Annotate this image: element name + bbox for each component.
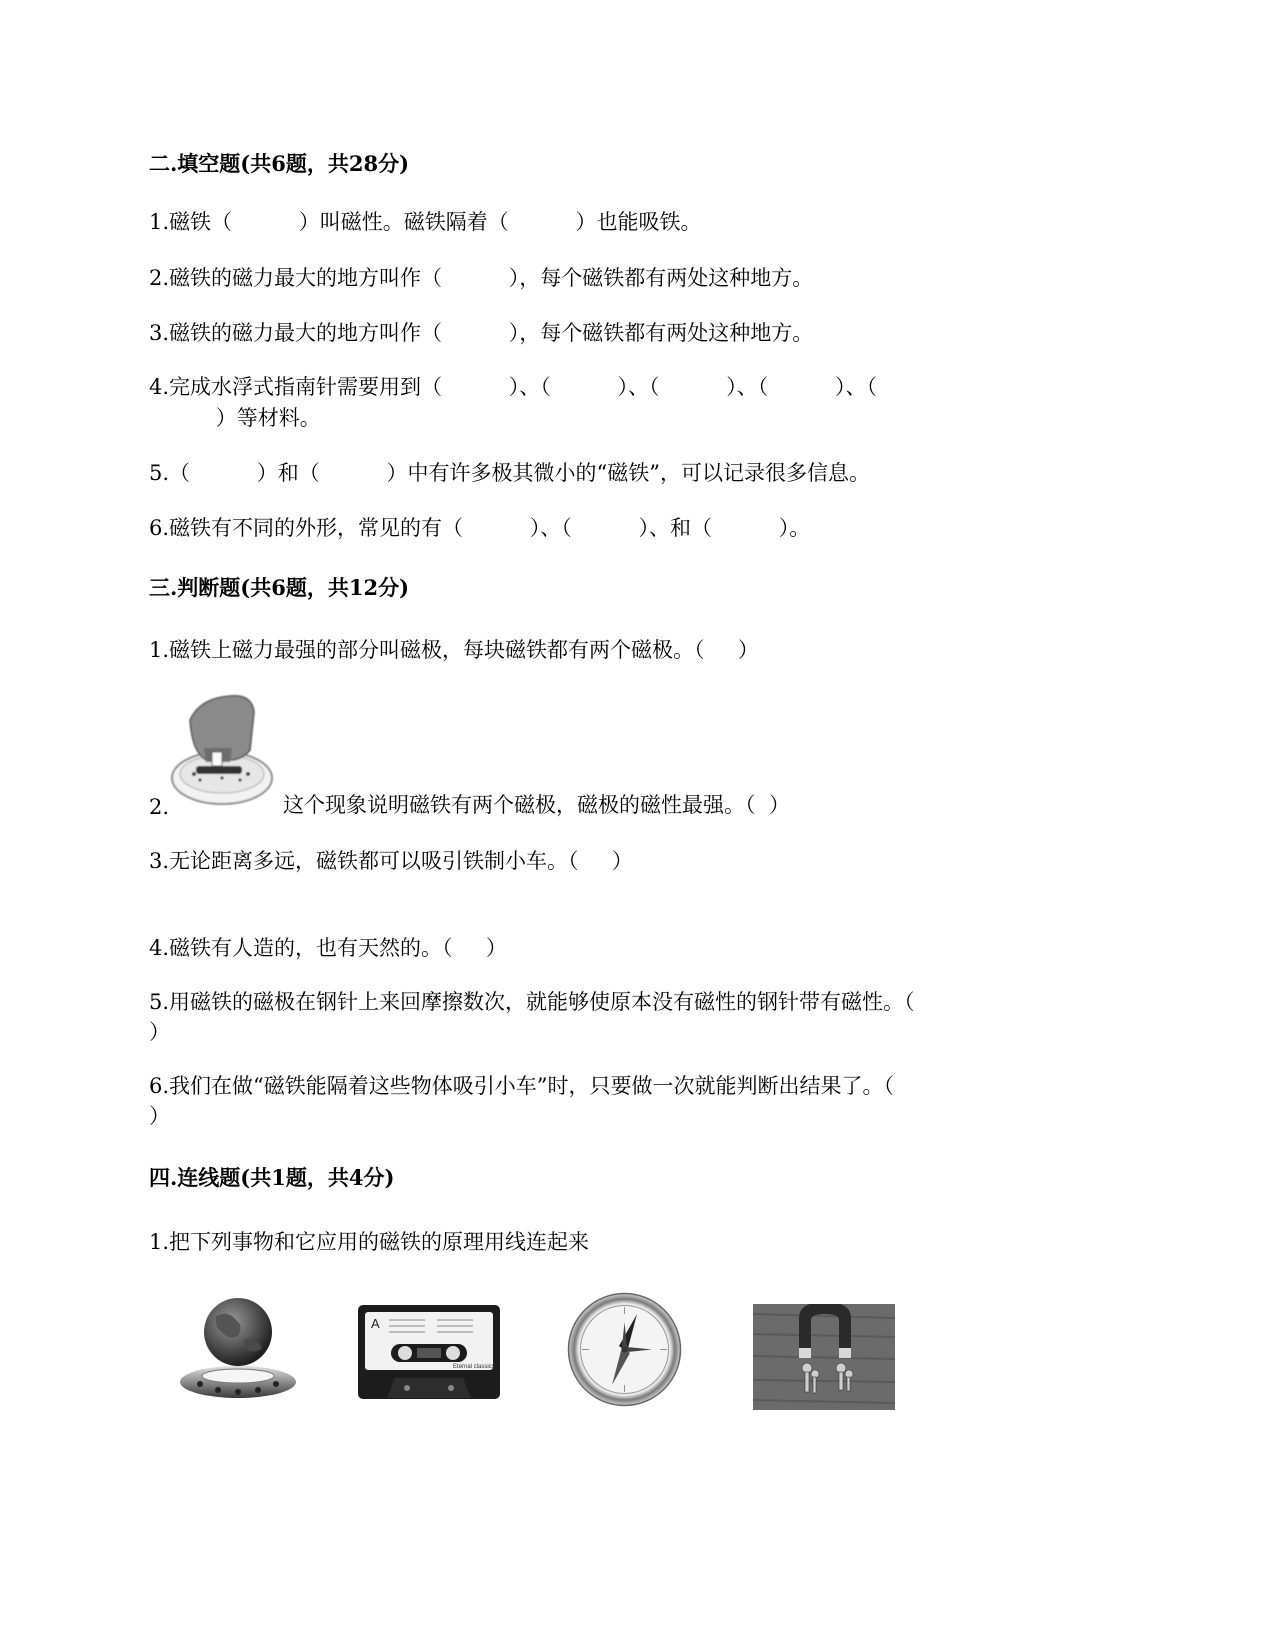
judge-question-5-line-2: ） (149, 1020, 170, 1044)
fill-question-3: 3.磁铁的磁力最大的地方叫作（ ），每个磁铁都有两处这种地方。 (149, 321, 814, 345)
judge-question-1: 1.磁铁上磁力最强的部分叫磁极，每块磁铁都有两个磁极。（ ） (149, 638, 759, 662)
fill-question-4-line-1: 4.完成水浮式指南针需要用到（ ）、（ ）、（ ）、（ ）、（ (149, 375, 878, 399)
judge-question-6-line-2: ） (149, 1104, 170, 1128)
cassette-letter: A (371, 1316, 380, 1331)
judge-question-5-line-1: 5.用磁铁的磁极在钢针上来回摩擦数次，就能够使原本没有磁性的钢针带有磁性。（ (149, 990, 915, 1014)
hand-magnet-illustration (170, 690, 280, 812)
magnet-keys-image (753, 1304, 895, 1410)
judge-question-2-number: 2. (149, 795, 170, 819)
fill-question-1: 1.磁铁（ ）叫磁性。磁铁隔着（ ）也能吸铁。 (149, 210, 702, 234)
cassette-brand: Eternal classics (453, 1364, 495, 1370)
fill-question-4-line-2: ）等材料。 (149, 406, 321, 430)
fill-question-6: 6.磁铁有不同的外形，常见的有（ ）、（ ）、和（ ）。 (149, 516, 811, 540)
judge-question-4: 4.磁铁有人造的，也有天然的。（ ） (149, 936, 507, 960)
fill-question-5: 5.（ ）和（ ）中有许多极其微小的“磁铁”，可以记录很多信息。 (149, 461, 871, 485)
compass-image (567, 1292, 682, 1407)
cassette-tape-image (357, 1304, 501, 1400)
section-4-heading: 四.连线题(共1题，共4分) (149, 1165, 395, 1190)
judge-question-6-line-1: 6.我们在做“磁铁能隔着这些物体吸引小车”时，只要做一次就能判断出结果了。（ (149, 1074, 895, 1098)
section-3-heading: 三.判断题(共6题，共12分) (149, 575, 410, 600)
match-question-1: 1.把下列事物和它应用的磁铁的原理用线连起来 (149, 1230, 590, 1254)
judge-question-2-text: 这个现象说明磁铁有两个磁极，磁极的磁性最强。（ ） (283, 793, 790, 817)
maglev-globe-image (178, 1296, 300, 1402)
fill-question-2: 2.磁铁的磁力最大的地方叫作（ ），每个磁铁都有两处这种地方。 (149, 266, 814, 290)
section-2-heading: 二.填空题(共6题，共28分) (149, 151, 410, 176)
judge-question-3: 3.无论距离多远，磁铁都可以吸引铁制小车。（ ） (149, 849, 633, 873)
